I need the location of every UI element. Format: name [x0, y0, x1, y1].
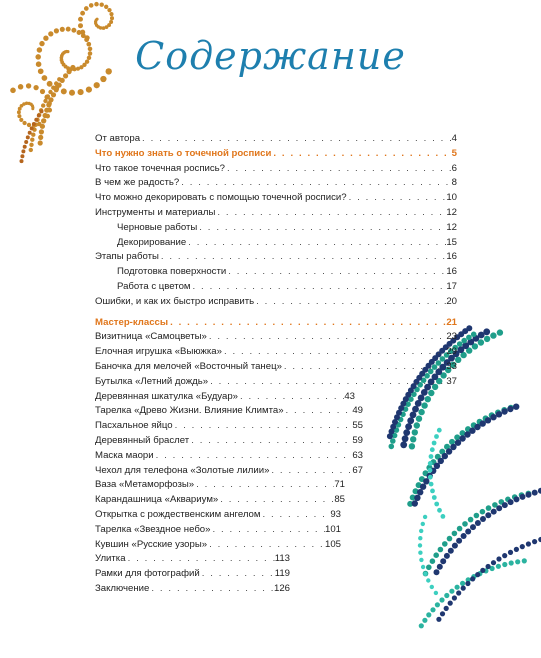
- toc-entry-label: Визитница «Самоцветы»: [95, 331, 207, 343]
- toc-entry-label: Рамки для фотографий: [95, 568, 200, 580]
- ornament-dot: [502, 562, 507, 567]
- ornament-dot: [508, 550, 513, 555]
- toc-entry-page: 6: [451, 162, 457, 174]
- ornament-dot: [460, 581, 465, 586]
- leader-dots: [179, 176, 451, 191]
- toc-entry: [95, 449, 363, 464]
- leader-dots: [159, 250, 446, 265]
- toc-entry-page: 119: [274, 568, 290, 580]
- toc-entry-page: 8: [451, 177, 457, 189]
- toc-entry-page: 16: [446, 251, 457, 263]
- ornament-dot: [78, 17, 83, 22]
- ornament-dot: [110, 16, 114, 20]
- ornament-dot: [456, 538, 462, 544]
- toc-entry: [95, 419, 363, 434]
- ornament-dot: [94, 2, 99, 7]
- leader-dots: [218, 493, 334, 508]
- ornament-dot: [475, 520, 481, 526]
- ornament-dot: [107, 8, 111, 12]
- ornament-dot: [109, 12, 113, 16]
- ornament-dot: [526, 541, 531, 546]
- leader-dots: [207, 330, 447, 345]
- ornament-dot: [480, 516, 486, 522]
- toc-entry-label: Декорирование: [117, 236, 187, 248]
- toc-entry: [95, 552, 290, 567]
- ornament-dot: [71, 28, 76, 33]
- ornament-dot: [502, 553, 507, 558]
- toc-entry-page: 4: [451, 133, 457, 144]
- ornament-dot: [54, 28, 59, 33]
- ornament-dot: [27, 123, 31, 127]
- toc-entry-page: 43: [344, 390, 355, 402]
- toc-entry-page: 67: [352, 464, 363, 476]
- ornament-dot: [54, 81, 58, 85]
- ornament-dot: [474, 513, 480, 519]
- leader-dots: [282, 360, 446, 375]
- toc-entry-label: Бутылка «Летний дождь»: [95, 375, 209, 387]
- toc-section-heading: [95, 147, 457, 162]
- ornament-dot: [38, 135, 43, 140]
- ornament-dot: [78, 23, 83, 28]
- ornament-dot: [40, 109, 44, 113]
- toc-entry: [95, 375, 457, 390]
- toc-entry-label: Улитка: [95, 553, 126, 565]
- toc-entry: [95, 538, 341, 553]
- toc-subentry: [95, 236, 457, 251]
- ornament-dot: [496, 556, 501, 561]
- toc-entry-label: В чем же радость?: [95, 177, 180, 189]
- leader-dots: [222, 345, 446, 360]
- leader-dots: [208, 375, 446, 390]
- ornament-dot: [24, 140, 28, 144]
- ornament-dot: [41, 103, 45, 107]
- ornament-dot: [470, 576, 475, 581]
- ornament-dot: [470, 524, 476, 530]
- ornament-dot: [43, 113, 48, 118]
- toc-entry-page: 33: [446, 360, 457, 372]
- ornament-dot: [30, 138, 34, 142]
- ornament-dot: [33, 85, 38, 90]
- toc-entry-label: Тарелка «Древо Жизни. Влияние Климта»: [95, 405, 284, 417]
- ornament-dot: [31, 107, 34, 110]
- toc-entry-label: Этапы работы: [95, 251, 159, 263]
- toc-entry-page: 85: [334, 494, 345, 506]
- toc-entry-label: От автора: [95, 133, 141, 144]
- toc-entry-page: 20: [446, 295, 457, 307]
- toc-entry: [95, 191, 457, 206]
- ornament-dot: [465, 529, 471, 535]
- ornament-dot: [419, 623, 424, 628]
- ornament-dot: [51, 86, 55, 90]
- leader-dots: [189, 434, 352, 449]
- toc-entry-label: Маска маори: [95, 449, 154, 461]
- toc-entry-page: 105: [324, 538, 341, 550]
- toc-entry-label: Черновые работы: [117, 221, 198, 233]
- toc-entry-label: Ваза «Метаморфозы»: [95, 479, 195, 491]
- ornament-dot: [490, 332, 496, 338]
- ornament-dot: [497, 329, 503, 335]
- toc-entry: [95, 478, 345, 493]
- ornament-dot: [46, 102, 51, 107]
- toc-entry: [95, 295, 457, 310]
- toc-entry: [95, 567, 290, 582]
- toc-entry-label: Что такое точечная роспись?: [95, 162, 226, 174]
- ornament-dot: [44, 108, 49, 113]
- ornament-dot: [104, 5, 108, 9]
- toc-entry-page: 49: [352, 405, 363, 417]
- ornament-dot: [37, 114, 41, 118]
- ornament-dot: [520, 544, 525, 549]
- ornament-dot: [29, 148, 33, 152]
- ornament-dot: [17, 114, 21, 118]
- toc-entry-page: 59: [352, 434, 363, 446]
- leader-dots: [186, 236, 446, 251]
- leader-dots: [284, 404, 353, 419]
- ornament-dot: [466, 325, 472, 331]
- ornament-dot: [69, 90, 75, 96]
- ornament-dot: [461, 586, 466, 591]
- toc-entry-page: 5: [451, 147, 457, 159]
- leader-dots: [191, 280, 447, 295]
- leader-dots: [238, 390, 344, 405]
- ornament-dot: [28, 131, 32, 135]
- ornament-dot: [19, 118, 23, 122]
- ornament-dot: [532, 539, 537, 544]
- toc-entry-label: Инструменты и материалы: [95, 206, 216, 218]
- ornament-dot: [491, 560, 496, 565]
- ornament-dot: [480, 568, 485, 573]
- leader-dots: [140, 132, 452, 147]
- toc-entry-label: Работа с цветом: [117, 280, 191, 292]
- toc-entry-page: 113: [274, 553, 290, 565]
- toc-entry: [95, 464, 363, 479]
- ornament-dot: [490, 414, 496, 420]
- ornament-dot: [483, 328, 490, 335]
- toc-entry-page: 71: [334, 479, 345, 491]
- ornament-dot: [31, 133, 35, 137]
- toc-entry: [95, 508, 341, 523]
- ornament-dot: [507, 406, 513, 412]
- leader-dots: [200, 567, 275, 582]
- ornament-dot: [20, 154, 24, 158]
- toc-entry-page: 15: [446, 236, 457, 248]
- toc-entry-label: Деревянная шкатулка «Будуар»: [95, 390, 238, 402]
- ornament-dot: [426, 612, 431, 617]
- table-of-contents: [95, 132, 457, 597]
- toc-entry-label: Карандашница «Аквариум»: [95, 494, 219, 506]
- ornament-dot: [94, 82, 100, 88]
- ornament-dot: [496, 411, 502, 417]
- toc-entry: [95, 206, 457, 221]
- toc-entry-page: 12: [446, 221, 457, 233]
- ornament-dot: [17, 110, 21, 114]
- ornament-dot: [20, 159, 24, 163]
- toc-entry-page: 63: [352, 449, 363, 461]
- ornament-dot: [526, 492, 532, 498]
- toc-entry: [95, 404, 363, 419]
- ornament-dot: [491, 509, 497, 515]
- leader-dots: [168, 316, 446, 331]
- ornament-dot: [46, 94, 50, 98]
- ornament-dot: [508, 499, 514, 505]
- ornament-dot: [462, 521, 468, 527]
- ornament-dot: [39, 129, 44, 134]
- ornament-dot: [10, 88, 16, 94]
- toc-entry-page: 93: [330, 508, 341, 520]
- toc-entry-label: Заключение: [95, 582, 150, 594]
- leader-dots: [149, 582, 274, 597]
- leader-dots: [207, 538, 325, 553]
- ornament-dot: [465, 581, 470, 586]
- toc-entry-label: Елочная игрушка «Выюжка»: [95, 346, 222, 358]
- ornament-dot: [480, 509, 486, 515]
- ornament-dot: [66, 27, 71, 32]
- ornament-dot: [26, 135, 30, 139]
- ornament-dot: [486, 505, 492, 511]
- ornament-dot: [21, 149, 25, 153]
- ornament-dot: [99, 2, 103, 6]
- toc-entry-label: Открытка с рождественским ангелом: [95, 508, 261, 520]
- ornament-dot: [485, 417, 491, 423]
- toc-entry-page: 55: [352, 420, 363, 432]
- ornament-dot: [40, 89, 45, 94]
- toc-entry-label: Подготовка поверхности: [117, 266, 227, 278]
- toc-entry-label: Мастер-классы: [95, 316, 169, 328]
- ornament-dot: [513, 404, 519, 410]
- toc-entry: [95, 493, 345, 508]
- ornament-dot: [475, 572, 480, 577]
- toc-entry: [95, 132, 457, 147]
- toc-entry-label: Кувшин «Русские узоры»: [95, 538, 208, 550]
- leader-dots: [271, 147, 451, 162]
- toc-entry: [95, 582, 290, 597]
- ornament-dot: [501, 408, 507, 414]
- ornament-dot: [457, 341, 463, 347]
- leader-dots: [194, 478, 334, 493]
- ornament-dot: [436, 617, 441, 622]
- ornament-dot: [78, 89, 84, 95]
- ornament-dot: [520, 494, 526, 500]
- ornament-dot: [430, 607, 435, 612]
- ornament-dot: [84, 6, 89, 11]
- ornament-dot: [502, 502, 508, 508]
- ornament-dot: [29, 143, 33, 147]
- toc-entry-page: 17: [446, 280, 457, 292]
- leader-dots: [197, 221, 446, 236]
- leader-dots: [225, 162, 452, 177]
- ornament-dot: [532, 490, 538, 496]
- toc-subentry: [95, 265, 457, 280]
- ornament-dot: [515, 559, 520, 564]
- ornament-dot: [484, 336, 490, 342]
- leader-dots: [254, 295, 446, 310]
- ornament-dot: [32, 122, 36, 126]
- toc-entry-label: Тарелка «Звездное небо»: [95, 523, 211, 535]
- toc-entry-label: Баночка для мелочей «Восточный танец»: [95, 360, 282, 372]
- ornament-dot: [448, 601, 453, 606]
- leader-dots: [126, 552, 275, 567]
- toc-subentry: [95, 280, 457, 295]
- ornament-dot: [40, 124, 45, 129]
- leader-dots: [269, 464, 352, 479]
- toc-entry: [95, 330, 457, 345]
- ornament-dot: [486, 564, 491, 569]
- leader-dots: [154, 449, 353, 464]
- toc-entry-page: 101: [324, 523, 341, 535]
- ornament-dot: [514, 496, 520, 502]
- toc-entry-page: 29: [446, 346, 457, 358]
- ornament-dot: [86, 87, 92, 93]
- ornament-dot: [514, 547, 519, 552]
- toc-entry: [95, 523, 341, 538]
- toc-entry-label: Пасхальное яйцо: [95, 420, 173, 432]
- ornament-dot: [461, 338, 467, 344]
- toc-entry-label: Что можно декорировать с помощью точечной росписи?: [95, 192, 347, 204]
- toc-entry: [95, 390, 355, 405]
- page-title: Содержание: [135, 34, 406, 78]
- ornament-dot: [18, 84, 24, 90]
- ornament-dot: [89, 3, 94, 8]
- toc-entry-label: Что нужно знать о точечной росписи: [95, 147, 272, 159]
- toc-entry: [95, 162, 457, 177]
- ornament-dot: [457, 526, 463, 532]
- ornament-dot: [61, 88, 67, 94]
- leader-dots: [260, 508, 330, 523]
- ornament-dot: [444, 606, 449, 611]
- ornament-dot: [34, 118, 38, 122]
- ornament-dot: [471, 332, 477, 338]
- ornament-dot: [461, 533, 467, 539]
- leader-dots: [226, 265, 446, 280]
- ornament-dot: [469, 428, 475, 434]
- ornament-dot: [48, 90, 52, 94]
- ornament-dot: [30, 126, 34, 130]
- ornament-dot: [440, 611, 445, 616]
- ornament-dot: [60, 27, 65, 32]
- toc-entry-page: 126: [273, 582, 290, 594]
- ornament-dot: [38, 140, 43, 145]
- toc-entry-page: 21: [446, 316, 457, 328]
- ornament-dot: [485, 512, 491, 518]
- toc-entry-page: 37: [446, 375, 457, 387]
- ornament-dot: [47, 81, 53, 87]
- ornament-dot: [96, 18, 99, 21]
- leader-dots: [210, 523, 325, 538]
- toc-entry-page: 16: [446, 266, 457, 278]
- leader-dots: [173, 419, 353, 434]
- toc-entry-label: Ошибки, и как их быстро исправить: [95, 295, 255, 307]
- toc-entry: [95, 250, 457, 265]
- ornament-dot: [80, 11, 85, 16]
- toc-entry: [95, 434, 363, 449]
- leader-dots: [347, 191, 447, 206]
- ornament-dot: [26, 83, 31, 88]
- toc-subentry: [95, 221, 457, 236]
- toc-entry-page: 12: [446, 206, 457, 218]
- toc-entry: [95, 360, 457, 375]
- ornament-dot: [509, 560, 514, 565]
- toc-entry-page: 10: [446, 192, 457, 204]
- ornament-dot: [435, 602, 440, 607]
- ornament-dot: [496, 564, 501, 569]
- ornament-dot: [466, 335, 472, 341]
- ornament-dot: [439, 597, 444, 602]
- ornament-dot: [496, 505, 502, 511]
- toc-section-heading: [95, 316, 457, 331]
- toc-entry-label: Деревянный браслет: [95, 434, 190, 446]
- ornament-dot: [522, 558, 527, 563]
- ornament-dot: [41, 118, 46, 123]
- toc-entry: [95, 176, 457, 191]
- ornament-dot: [468, 517, 474, 523]
- toc-entry-label: Чехол для телефона «Золотые лилии»: [95, 464, 270, 476]
- leader-dots: [215, 206, 446, 221]
- ornament-dot: [43, 99, 47, 103]
- toc-entry-page: 23: [446, 331, 457, 343]
- ornament-dot: [480, 420, 486, 426]
- ornament-dot: [22, 121, 26, 125]
- toc-entry: [95, 345, 457, 360]
- ornament-dot: [23, 145, 27, 149]
- ornament-dot: [422, 618, 427, 623]
